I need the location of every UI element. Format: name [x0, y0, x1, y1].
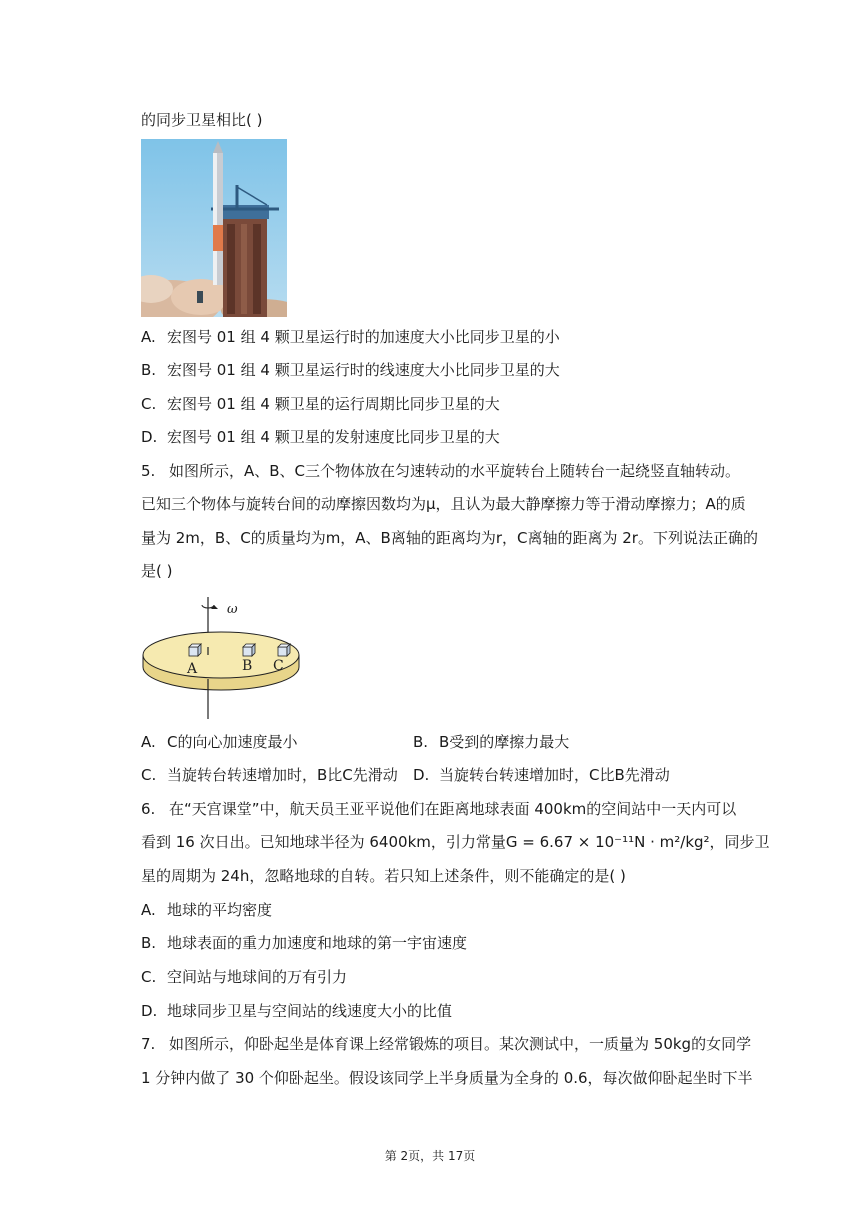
q6-stem-line-3: 星的周期为 24h，忽略地球的自转。若只知上述条件，则不能确定的是( )	[141, 867, 626, 885]
q6-option-d	[141, 1000, 452, 1022]
option-text: 宏图号 01 组 4 颗卫星运行时的加速度大小比同步卫星的小	[167, 328, 560, 346]
option-letter: B.	[141, 934, 157, 952]
q5-option-d	[413, 764, 670, 786]
q6-option-b	[141, 932, 467, 954]
block-a	[189, 644, 201, 656]
option-text: 地球表面的重力加速度和地球的第一宇宙速度	[167, 934, 468, 952]
q4-option-d	[141, 426, 500, 448]
option-letter: D.	[141, 428, 158, 446]
q5-stem-line-4: 是( )	[141, 562, 173, 580]
stem-text: 如图所示，仰卧起坐是体育课上经常锻炼的项目。某次测试中，一质量为 50kg的女同学	[169, 1035, 752, 1053]
option-letter: A.	[141, 328, 156, 346]
option-letter: D.	[413, 766, 430, 784]
block-b	[243, 644, 255, 656]
option-text: B受到的摩擦力最大	[439, 733, 570, 751]
page-footer: 第 2页，共 17页	[384, 1149, 476, 1163]
q5-stem-line-1	[141, 460, 740, 482]
option-text: 当旋转台转速增加时，B比C先滑动	[167, 766, 398, 784]
q6-stem-line-1	[141, 798, 736, 820]
q4-option-c	[141, 393, 500, 415]
stem-text: 在“天宫课堂”中，航天员王亚平说他们在距离地球表面 400km的空间站中一天内可以	[169, 800, 737, 818]
option-letter: C.	[141, 766, 157, 784]
question-number: 5.	[141, 462, 156, 480]
option-letter: C.	[141, 968, 157, 986]
option-letter: B.	[141, 361, 157, 379]
q4-option-b	[141, 359, 560, 381]
turntable-figure	[141, 597, 301, 721]
option-text: 宏图号 01 组 4 颗卫星的发射速度比同步卫星的大	[167, 428, 500, 446]
option-text: C的向心加速度最小	[167, 733, 298, 751]
question-4-stem-tail: 的同步卫星相比( )	[141, 111, 263, 129]
option-text: 宏图号 01 组 4 颗卫星运行时的线速度大小比同步卫星的大	[167, 361, 560, 379]
q5-option-c	[141, 764, 398, 786]
q7-stem-line-1	[141, 1033, 751, 1055]
q4-option-a	[141, 326, 560, 348]
option-letter: B.	[413, 733, 429, 751]
q7-stem-line-2: 1 分钟内做了 30 个仰卧起坐。假设该同学上半身质量为全身的 0.6，每次做仰卧起坐时下半	[141, 1069, 753, 1087]
option-letter: A.	[141, 733, 156, 751]
option-letter: C.	[141, 395, 157, 413]
option-text: 宏图号 01 组 4 颗卫星的运行周期比同步卫星的大	[167, 395, 500, 413]
q5-option-b	[413, 731, 569, 753]
q5-stem-line-3: 量为 2m，B、C的质量均为m，A、B离轴的距离均为r，C离轴的距离为 2r。下列说法正确的	[141, 529, 758, 547]
question-number: 6.	[141, 800, 156, 818]
q6-stem-line-2: 看到 16 次日出。已知地球半径为 6400km，引力常量G = 6.67 × 10⁻¹¹N · m²/kg²，同步卫	[141, 833, 770, 851]
label-a: A	[187, 661, 198, 677]
q5-option-a	[141, 731, 297, 753]
option-text: 当旋转台转速增加时，C比B先滑动	[439, 766, 670, 784]
q5-stem-line-2: 已知三个物体与旋转台间的动摩擦因数均为μ，且认为最大静摩擦力等于滑动摩擦力；A的质	[141, 495, 746, 513]
option-letter: D.	[141, 1002, 158, 1020]
stem-text: 如图所示，A、B、C三个物体放在匀速转动的水平旋转台上随转台一起绕竖直轴转动。	[169, 462, 741, 480]
rocket-launch-photo	[141, 139, 287, 317]
question-number: 7.	[141, 1035, 156, 1053]
label-b: B	[242, 658, 253, 674]
option-text: 地球同步卫星与空间站的线速度大小的比值	[167, 1002, 453, 1020]
option-letter: A.	[141, 901, 156, 919]
option-text: 地球的平均密度	[167, 901, 273, 919]
q6-option-a	[141, 899, 272, 921]
label-c: C	[273, 658, 284, 674]
option-text: 空间站与地球间的万有引力	[167, 968, 348, 986]
q6-option-c	[141, 966, 347, 988]
block-c	[278, 644, 290, 656]
omega-label: ω	[227, 602, 238, 617]
